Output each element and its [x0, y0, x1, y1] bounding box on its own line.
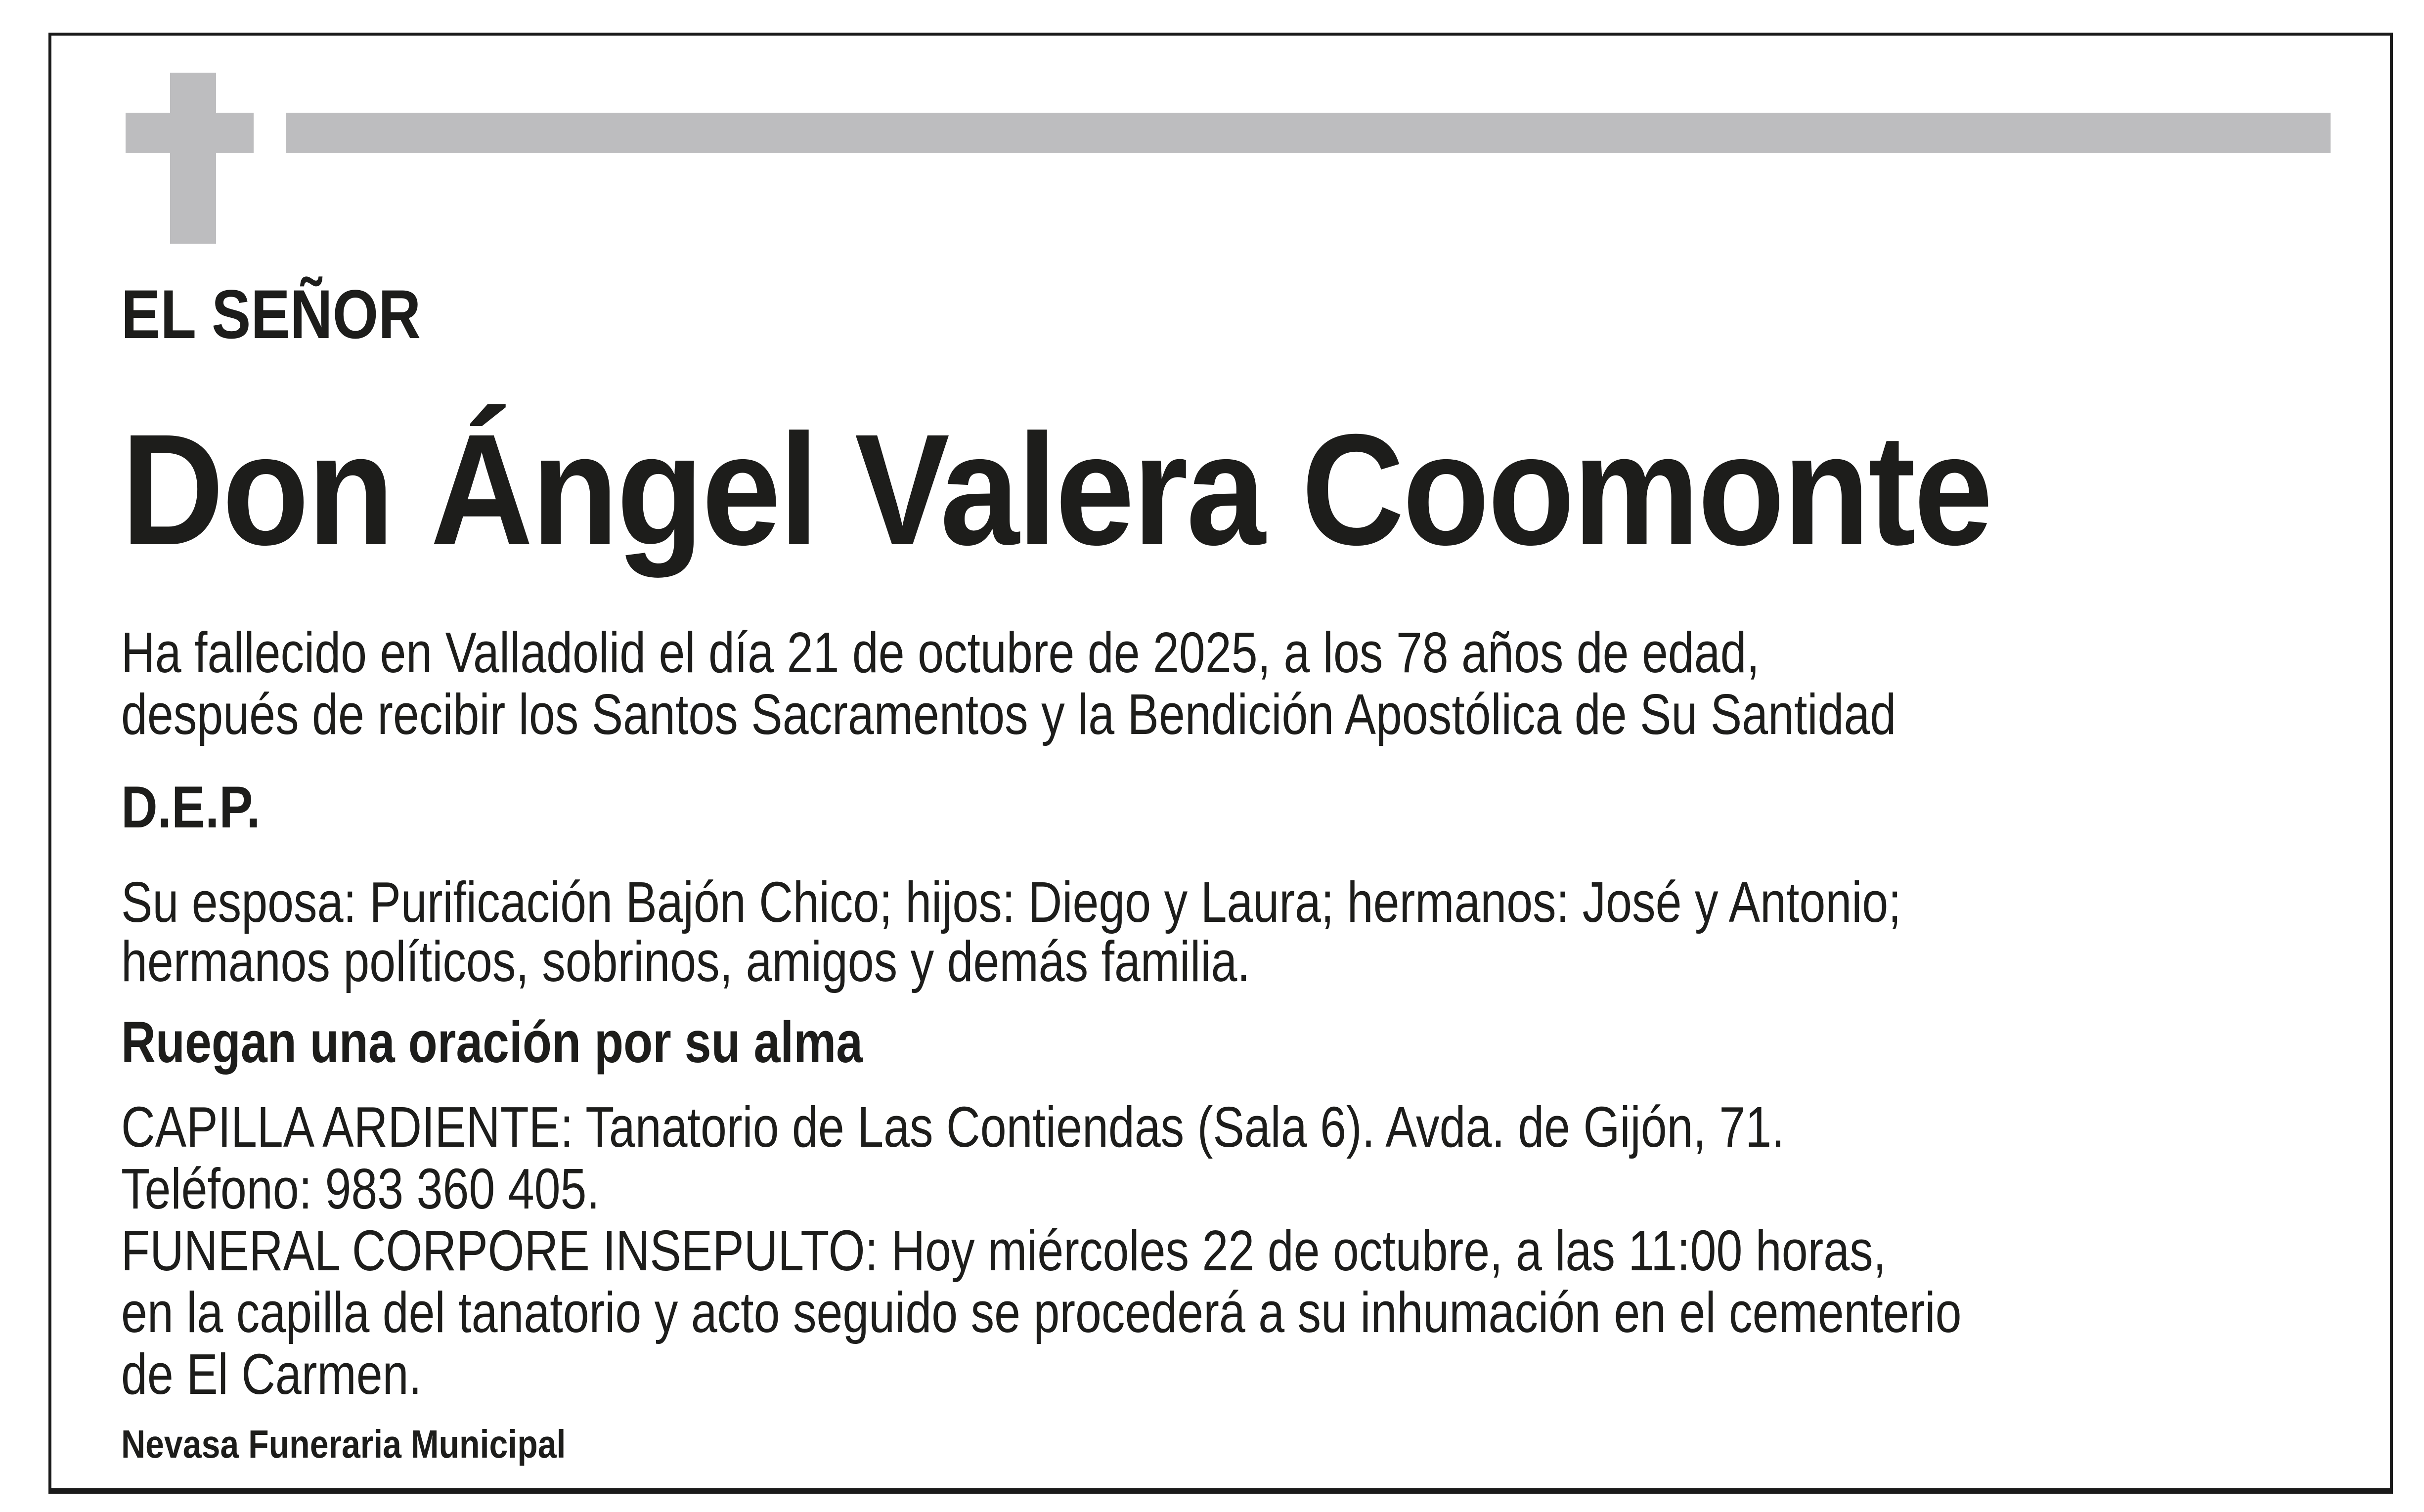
- family-line-1: Su esposa: Purificación Bajón Chico; hijos: Diego y Laura; hermanos: José y Antonio;: [121, 870, 1901, 934]
- deceased-name: Don Ángel Valera Coomonte: [121, 401, 1991, 578]
- funeral-home-signature: Nevasa Funeraria Municipal: [121, 1422, 566, 1466]
- christian-cross-icon: [170, 73, 216, 244]
- death-announcement-line-2: después de recibir los Santos Sacramentos y la Bendición Apostólica de Su Santidad: [121, 682, 1896, 746]
- honorific-header: EL SEÑOR: [121, 275, 421, 353]
- prayer-request-line: Ruegan una oración por su alma: [121, 1010, 863, 1075]
- arrangements-funeral-line-1: FUNERAL CORPORE INSEPULTO: Hoy miércoles 22 de octubre, a las 11:00 horas,: [121, 1218, 1887, 1283]
- death-announcement-line-1: Ha fallecido en Valladolid el día 21 de octubre de 2025, a los 78 años de edad,: [121, 620, 1760, 685]
- arrangements-phone-line: Teléfono: 983 360 405.: [121, 1157, 600, 1221]
- family-line-2: hermanos políticos, sobrinos, amigos y demás familia.: [121, 929, 1250, 994]
- christian-cross-icon-arm: [126, 113, 254, 153]
- arrangements-funeral-line-2: en la capilla del tanatorio y acto seguido se procederá a su inhumación en el cementerio: [121, 1280, 1962, 1344]
- arrangements-funeral-line-3: de El Carmen.: [121, 1342, 422, 1406]
- rest-in-peace-abbreviation: D.E.P.: [121, 774, 261, 840]
- arrangements-chapel-line: CAPILLA ARDIENTE: Tanatorio de Las Contiendas (Sala 6). Avda. de Gijón, 71.: [121, 1095, 1785, 1159]
- header-rule-bar: [286, 113, 2331, 153]
